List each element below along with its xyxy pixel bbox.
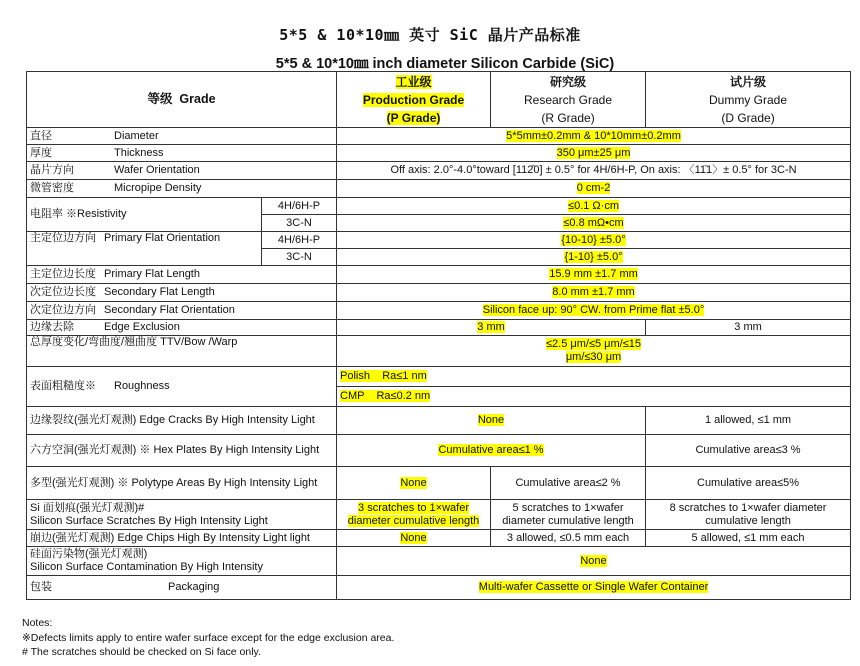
row-hex-plates: 六方空洞(强光灯观测) ※ Hex Plates By High Intensity Light Cumulative area≤1 % Cumulative area≤3 %	[27, 435, 851, 467]
row-edge-exclusion: 边缘去除 Edge Exclusion 3 mm 3 mm	[27, 320, 851, 336]
title-english: 5*5 & 10*10㎜ inch diameter Silicon Carbide (SiC)	[275, 56, 615, 72]
notes	[22, 616, 394, 660]
production-grade-header: 工业级 Production Grade (P Grade)	[337, 72, 491, 128]
row-thickness: 厚度 Thickness 350 μm±25 μm	[27, 145, 851, 162]
title-chinese: 5*5 & 10*10㎜ 英寸 SiC 晶片产品标准	[279, 26, 581, 44]
row-primary-flat-1: 主定位边方向 Primary Flat Orientation 4H/6H-P {10-10} ±5.0°	[27, 232, 851, 249]
note-2: # The scratches should be checked on Si face only.	[22, 646, 261, 658]
row-micropipe: 微管密度 Micropipe Density 0 cm-2	[27, 180, 851, 198]
row-ttv: 总厚度变化/弯曲度/翘曲度 TTV/Bow /Warp ≤2.5 μm/≤5 μm/≤15 μm/≤30 μm	[27, 336, 851, 367]
row-roughness-cmp: CMP Ra≤0.2 nm	[27, 387, 851, 407]
research-grade-header: 研究级 Research Grade (R Grade)	[491, 72, 646, 128]
header-row	[27, 72, 851, 128]
grade-header: 等级 Grade	[27, 72, 337, 128]
row-packaging: 包装 Packaging Multi-wafer Cassette or Single Wafer Container	[27, 576, 851, 600]
dummy-grade-header: 试片级 Dummy Grade (D Grade)	[646, 72, 851, 128]
row-secondary-orientation: 次定位边方向 Secondary Flat Orientation Silicon face up: 90° CW. from Prime flat ±5.0°	[27, 302, 851, 320]
note-1: ※Defects limits apply to entire wafer surface except for the edge exclusion area.	[22, 631, 395, 644]
row-primary-length: 主定位边长度 Primary Flat Length 15.9 mm ±1.7 mm	[27, 266, 851, 284]
row-contamination: 硅面污染物(强光灯观测) Silicon Surface Contamination By High Intensity None	[27, 547, 851, 576]
row-primary-flat-2: 3C-N {1-10} ±5.0°	[27, 249, 851, 266]
notes-title: Notes:	[22, 617, 53, 629]
row-edge-chips: 崩边(强光灯观测) Edge Chips High By Intensity Light light None 3 allowed, ≤0.5 mm each 5 allowed, ≤1 mm each	[27, 530, 851, 547]
row-secondary-length: 次定位边长度 Secondary Flat Length 8.0 mm ±1.7 mm	[27, 284, 851, 302]
row-polytype: 多型(强光灯观测) ※ Polytype Areas By High Intensity Light None Cumulative area≤2 % Cumulative area≤5%	[27, 467, 851, 500]
spec-table	[26, 71, 851, 600]
row-resistivity-1: 电阻率 ※Resistivity 4H/6H-P ≤0.1 Ω·cm	[27, 198, 851, 215]
row-scratches: Si 面划痕(强光灯观测)# Silicon Surface Scratches By High Intensity Light 3 scratches to 1×wafer diameter cumulative length 5 scratches to 1×wafer diameter cumulative length 8 scratches to 1×wafer diameter cumulative length	[27, 500, 851, 530]
row-diameter: 直径 Diameter 5*5mm±0.2mm & 10*10mm±0.2mm	[27, 128, 851, 145]
row-roughness-polish: 表面粗糙度※ Roughness Polish Ra≤1 nm	[27, 367, 851, 387]
row-edge-cracks: 边缘裂纹(强光灯观测) Edge Cracks By High Intensity Light None 1 allowed, ≤1 mm	[27, 407, 851, 435]
row-resistivity-2: 3C-N ≤0.8 mΩ•cm	[27, 215, 851, 232]
row-orientation: 晶片方向 Wafer Orientation Off axis: 2.0°-4.0°toward [112̄0] ± 0.5° for 4H/6H-P, On axis: 〈11̄1〉± 0.5° for 3C-N	[27, 162, 851, 180]
